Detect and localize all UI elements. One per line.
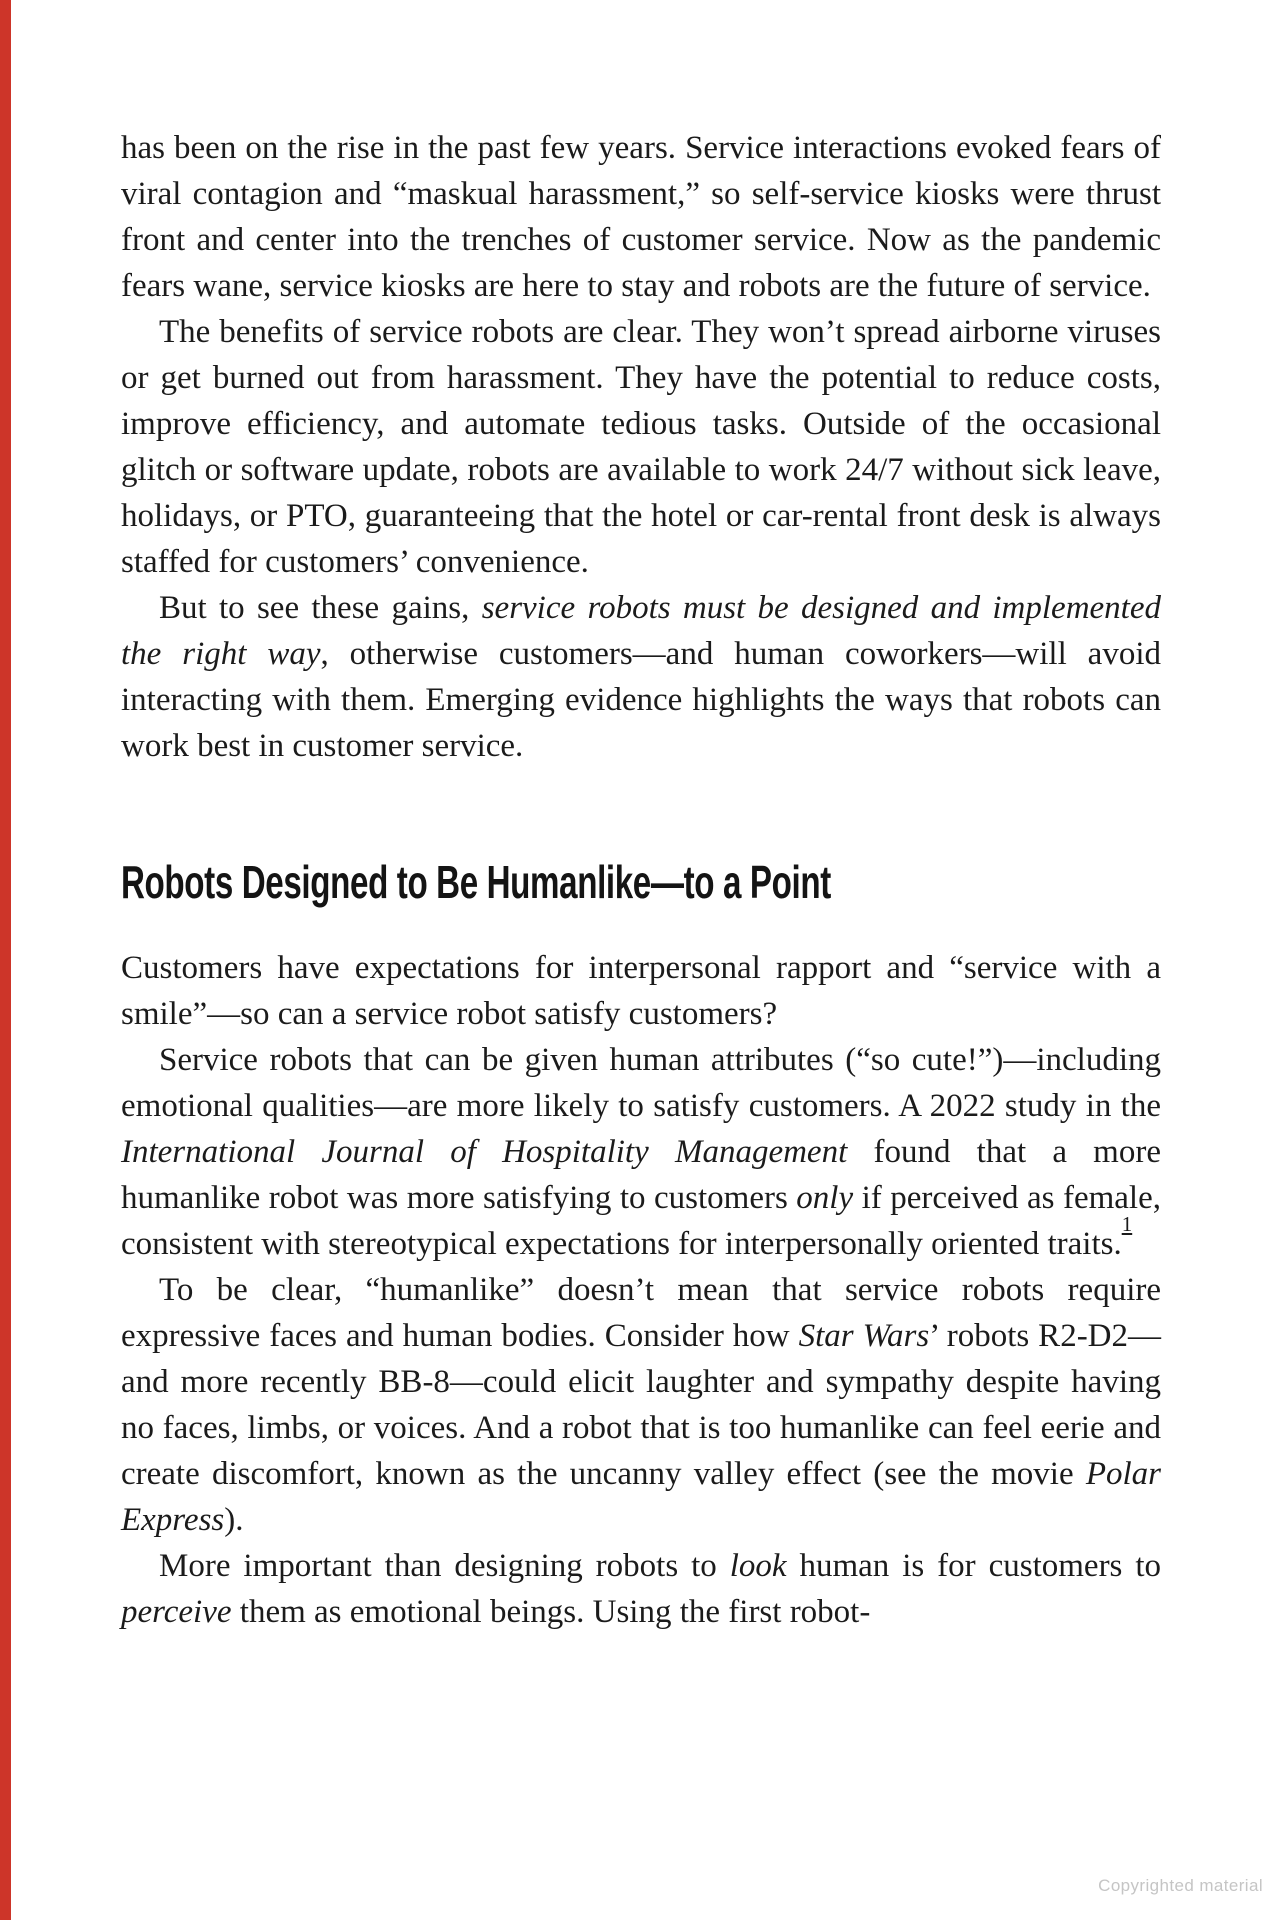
text-segment: has been on the rise in the past few years. Service interactions evoked fears of viral contagion and “maskual harassment,” so self-service kiosks were thrust front and center into the trenches of customer service. Now as the pandemic fears wane, service kiosks are here to stay and robots are the future of service. bbox=[121, 130, 1161, 304]
copyright-notice: Copyrighted material bbox=[1098, 1876, 1263, 1895]
page-text-column bbox=[121, 125, 1161, 1635]
book-edge-strip bbox=[0, 0, 11, 1920]
italic-text: Star Wars bbox=[798, 1318, 930, 1354]
text-segment: , otherwise customers—and human coworkers—will avoid interacting with them. Emerging evidence highlights the ways that robots can work best in customer service. bbox=[121, 636, 1161, 764]
text-segment: Customers have expectations for interpersonal rapport and “service with a smile”—so can a service robot satisfy customers? bbox=[121, 950, 1161, 1032]
section-heading bbox=[121, 854, 1161, 910]
body-text-top bbox=[121, 125, 1161, 769]
italic-text: only bbox=[796, 1180, 854, 1216]
body-paragraph bbox=[121, 1037, 1161, 1267]
italic-text: Polar Express bbox=[121, 1456, 1161, 1538]
italic-text: perceive bbox=[121, 1594, 232, 1630]
body-text-bottom bbox=[121, 945, 1161, 1635]
text-segment: The benefits of service robots are clear. They won’t spread airborne viruses or get burned out from harassment. They have the potential to reduce costs, improve efficiency, and automate tedious tasks. Outside of the occasional glitch or software update, robots are available to work 24/7 without sick leave, holidays, or PTO, guaranteeing that the hotel or car-rental front desk is always staffed for customers’ convenience. bbox=[121, 314, 1161, 580]
text-segment: But to see these gains, bbox=[159, 590, 482, 626]
text-segment: More important than designing robots to bbox=[159, 1548, 730, 1584]
text-segment: them as emotional beings. Using the first robot- bbox=[231, 1594, 871, 1630]
body-paragraph bbox=[121, 1543, 1161, 1635]
body-paragraph bbox=[121, 945, 1161, 1037]
text-segment: ’ robots R2-D2—and more recently BB-8—could elicit laughter and sympathy despite having no faces, limbs, or voices. And a robot that is too humanlike can feel eerie and create discomfort, known as the uncanny valley effect (see the movie bbox=[121, 1318, 1162, 1492]
italic-text: look bbox=[729, 1548, 787, 1584]
italic-text: International Journal of Hospitality Management bbox=[121, 1134, 848, 1170]
body-paragraph bbox=[121, 1267, 1161, 1543]
section-heading-text: Robots Designed to Be Humanlike—to a Point bbox=[121, 856, 831, 908]
text-segment: ). bbox=[224, 1502, 244, 1538]
footnote-ref-1[interactable]: 1 bbox=[1121, 1212, 1133, 1236]
body-paragraph bbox=[121, 309, 1161, 585]
text-segment: if perceived as female, consistent with stereotypical expectations for interpersonally oriented traits. bbox=[121, 1180, 1161, 1262]
italic-text: service robots must be designed and implemented the right way bbox=[121, 590, 1161, 672]
text-segment: found that a more humanlike robot was more satisfying to customers bbox=[121, 1134, 1161, 1216]
body-paragraph bbox=[121, 125, 1161, 309]
text-segment: Service robots that can be given human attributes (“so cute!”)—including emotional qualities—are more likely to satisfy customers. A 2022 study in the bbox=[121, 1042, 1161, 1124]
body-paragraph bbox=[121, 585, 1161, 769]
text-segment: To be clear, “humanlike” doesn’t mean that service robots require expressive faces and human bodies. Consider how bbox=[121, 1272, 1161, 1354]
text-segment: human is for customers to bbox=[786, 1548, 1161, 1584]
